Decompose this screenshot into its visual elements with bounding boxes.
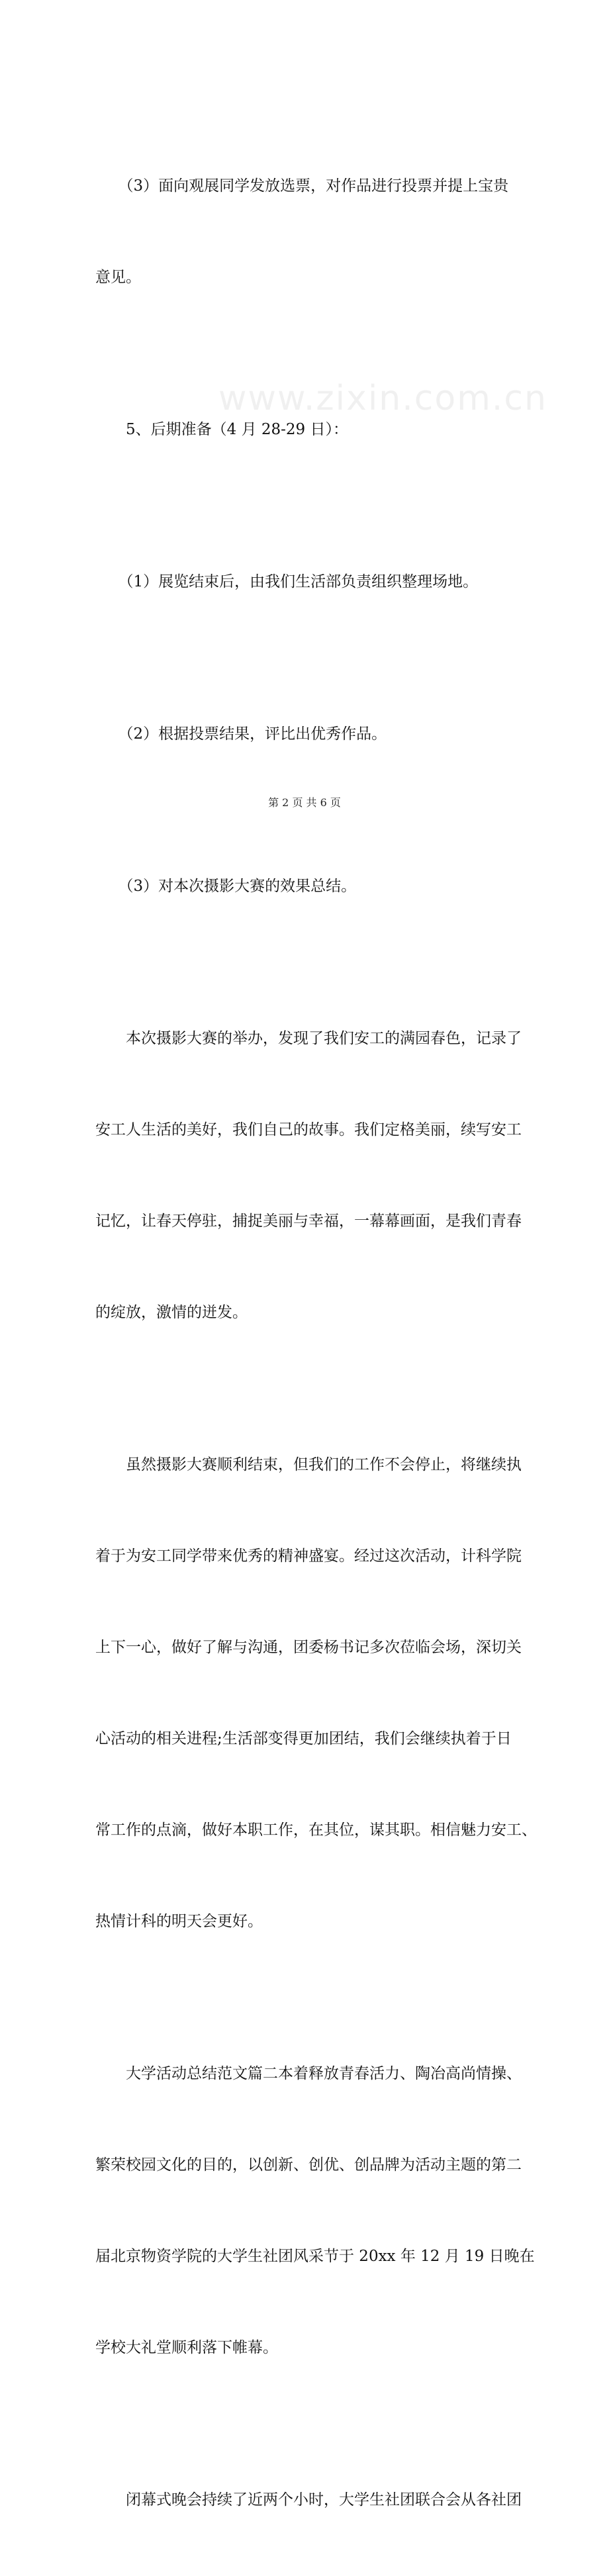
paragraph [95,658,530,810]
paragraph [95,110,530,353]
text-line: 届北京物资学院的大学生社团风采节于 20xx 年 12 月 19 日晚在 [95,2248,535,2265]
text-line: 大学活动总结范文篇二本着释放青春活力、陶冶高尚情操、 [95,2065,522,2082]
text-line: 记忆，让春天停驻，捕捉美丽与幸福，一幕幕画面，是我们青春 [95,1213,522,1230]
paragraph [95,810,530,962]
text-line: 心活动的相关进程;生活部变得更加团结，我们会继续执着于日 [95,1730,512,1747]
text-line: 闭幕式晚会持续了近两个小时，大学生社团联合会从各社团 [95,2491,522,2508]
text-line: （3）面向观展同学发放选票，对作品进行投票并提上宝贵 [95,177,509,195]
text-line: 常工作的点滴，做好本职工作，在其位，谋其职。相信魅力安工、 [95,1821,537,1839]
text-line: （3）对本次摄影大赛的效果总结。 [95,878,357,895]
text-line: 热情计科的明天会更好。 [95,1913,263,1930]
text-line: 的绽放，激情的迸发。 [95,1304,248,1321]
text-line: 本次摄影大赛的举办，发现了我们安工的满园春色，记录了 [95,1030,522,1047]
text-line: 学校大礼堂顺利落下帷幕。 [95,2339,278,2356]
text-line: 5、后期准备（4 月 28-29 日）： [95,421,349,438]
text-line: （1）展览结束后，由我们生活部负责组织整理场地。 [95,573,479,590]
watermark: www.zixin.com.cn [218,379,547,418]
text-line: 着于为安工同学带来优秀的精神盛宴。经过这次活动，计科学院 [95,1547,522,1565]
text-line: 虽然摄影大赛顺利结束，但我们的工作不会停止，将继续执 [95,1456,522,1473]
text-line: 上下一心，做好了解与沟通，团委杨书记多次莅临会场，深切关 [95,1639,522,1656]
text-line: 意见。 [95,269,141,286]
paragraph [95,506,530,658]
text-line: 安工人生活的美好，我们自己的故事。我们定格美丽，续写安工 [95,1121,522,1138]
text-line: 繁荣校园文化的目的，以创新、创优、创品牌为活动主题的第二 [95,2156,522,2174]
page-footer: 第 2 页 共 6 页 [268,796,341,809]
paragraph [95,1998,535,2424]
paragraph [95,2424,530,2576]
paragraph [95,1389,537,1998]
paragraph [95,353,530,506]
text-line: （2）根据投票结果，评比出优秀作品。 [95,725,387,743]
paragraph [95,962,530,1389]
document-body [95,110,537,2576]
